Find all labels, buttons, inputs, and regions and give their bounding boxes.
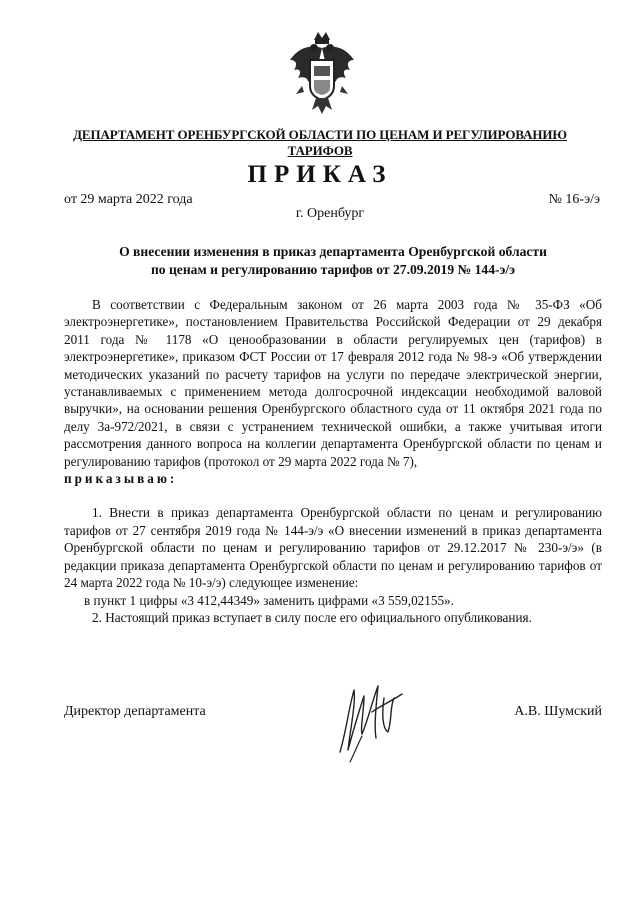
- order-word: приказываю:: [64, 471, 178, 487]
- preamble-paragraph: В соответствии с Федеральным законом от 26 марта 2003 года № 35-ФЗ «Об электроэнергетике», постановлением Правительства Российской Федерации от 29 декабря 2011 года № 1178 «О ценообразовании в области регулируемых цен (тарифов) в электроэнергетике», приказом ФСТ России от 17 февраля 2012 года № 98-э «Об утверждении методических указаний по расчету тарифов на услуги по передаче электрической энергии, устанавливаемых с применением метода долгосрочной индексации необходимой валовой выручки», на основании решения Оренбургского областного суда от 11 октября 2021 года по делу 3а-972/2021, в связи с устранением технической ошибки, а также учитывая итоги рассмотрения данного вопроса на коллегии департамента Оренбургской области по ценам и регулированию тарифов (протокол от 29 марта 2022 года № 7),: [64, 297, 602, 469]
- signatory-title: Директор департамента: [64, 704, 206, 719]
- document-date: от 29 марта 2022 года: [64, 192, 193, 207]
- document-body: [64, 296, 602, 626]
- order-word-paragraph: [64, 470, 602, 487]
- coat-of-arms-emblem: [286, 30, 358, 122]
- document-subject: [64, 243, 602, 279]
- document-city: г. Оренбург: [295, 206, 365, 221]
- document-number: № 16-э/э: [548, 192, 600, 207]
- subject-line: О внесении изменения в приказ департамента Оренбургской области: [119, 244, 547, 259]
- document-type-title: ПРИКАЗ: [247, 161, 393, 188]
- order-item-1: 1. Внести в приказ департамента Оренбургской области по ценам и регулированию тарифов от 27 сентября 2019 года № 144-э/э «О внесении изменений в приказ департамента Оренбургской области по ценам и регулированию тарифов от 29.12.2017 № 230-э/э» (в редакции приказа департамента Оренбургской области по ценам и регулированию тарифов от 24 марта 2022 года № 10-э/э) следующее изменение:: [64, 505, 602, 591]
- signatory-name: А.В. Шумский: [514, 704, 602, 719]
- subject-line: по ценам и регулированию тарифов от 27.09.2019 № 144-э/э: [150, 262, 516, 277]
- order-item-2: 2. Настоящий приказ вступает в силу после его официального опубликования.: [92, 609, 532, 625]
- handwritten-signature: [320, 672, 416, 768]
- order-item-1-change: в пункт 1 цифры «3 412,44349» заменить цифрами «3 559,02155».: [84, 592, 454, 608]
- department-name: ДЕПАРТАМЕНТ ОРЕНБУРГСКОЙ ОБЛАСТИ ПО ЦЕНАМ И РЕГУЛИРОВАНИЮ ТАРИФОВ: [73, 127, 567, 158]
